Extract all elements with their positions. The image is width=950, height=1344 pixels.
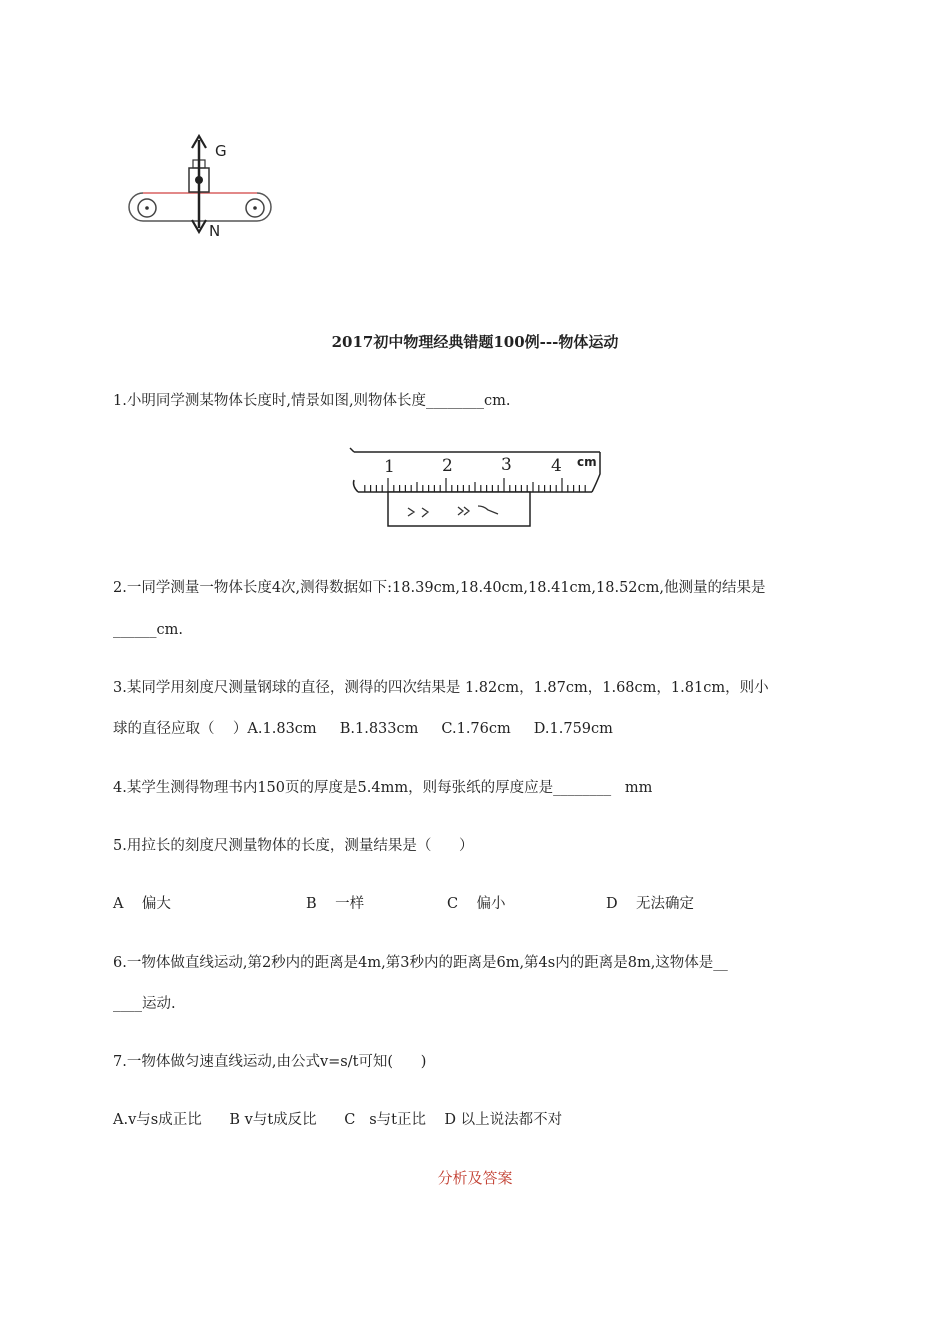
question-5-option-b: B 一样 [306,896,365,912]
belt-left-end [129,193,143,221]
ruler-unit-label: cm [577,455,597,469]
question-6-line-1: 6.一物体做直线运动,第2秒内的距离是4m,第3秒内的距离是6m,第4s内的距离是8m,这物体是__ [113,955,728,971]
question-5: 5.用拉长的刻度尺测量物体的长度，测量结果是（ ） [113,838,474,854]
question-7-options: A.v与s成正比 B v与t成反比 C s与t正比 D 以上说法都不对 [113,1112,563,1128]
question-6-line-2: ____运动. [113,996,176,1012]
ruler-tick-label-4: 4 [551,456,562,476]
answer-heading: 分析及答案 [437,1169,513,1187]
force-label-n: N [209,222,221,240]
force-diagram-figure [125,130,285,245]
page-title: 2017初中物理经典错题100例---物体运动 [331,333,619,351]
question-3-line-1: 3.某同学用刻度尺测量钢球的直径，测得的四次结果是 1.82cm，1.87cm，1.68cm，1.81cm，则小 [113,680,769,696]
question-4: 4.某学生测得物理书内150页的厚度是5.4mm，则每张纸的厚度应是________ mm [113,780,653,796]
question-7: 7.一物体做匀速直线运动,由公式v=s/t可知( ) [113,1054,427,1070]
question-2-line-2: ______cm. [113,622,183,638]
force-label-g: G [215,142,227,160]
question-5-option-d: D 无法确定 [606,896,695,912]
question-2-line-1: 2.一同学测量一物体长度4次,测得数据如下:18.39cm,18.40cm,18.41cm,18.52cm,他测量的结果是 [113,580,766,596]
question-5-option-c: C 偏小 [447,896,506,912]
ruler-tick-label-2: 2 [442,456,453,476]
question-5-option-a: A 偏大 [113,896,171,912]
question-3-line-2: 球的直径应取（ ）A.1.83cm B.1.833cm C.1.76cm D.1.759cm [113,721,613,737]
ruler-ticks [365,478,585,492]
ruler-tick-label-1: 1 [384,457,395,477]
question-1: 1.小明同学测某物体长度时,情景如图,则物体长度________cm. [113,393,511,409]
ruler-tick-label-3: 3 [501,455,512,475]
ruler-figure [348,444,608,534]
